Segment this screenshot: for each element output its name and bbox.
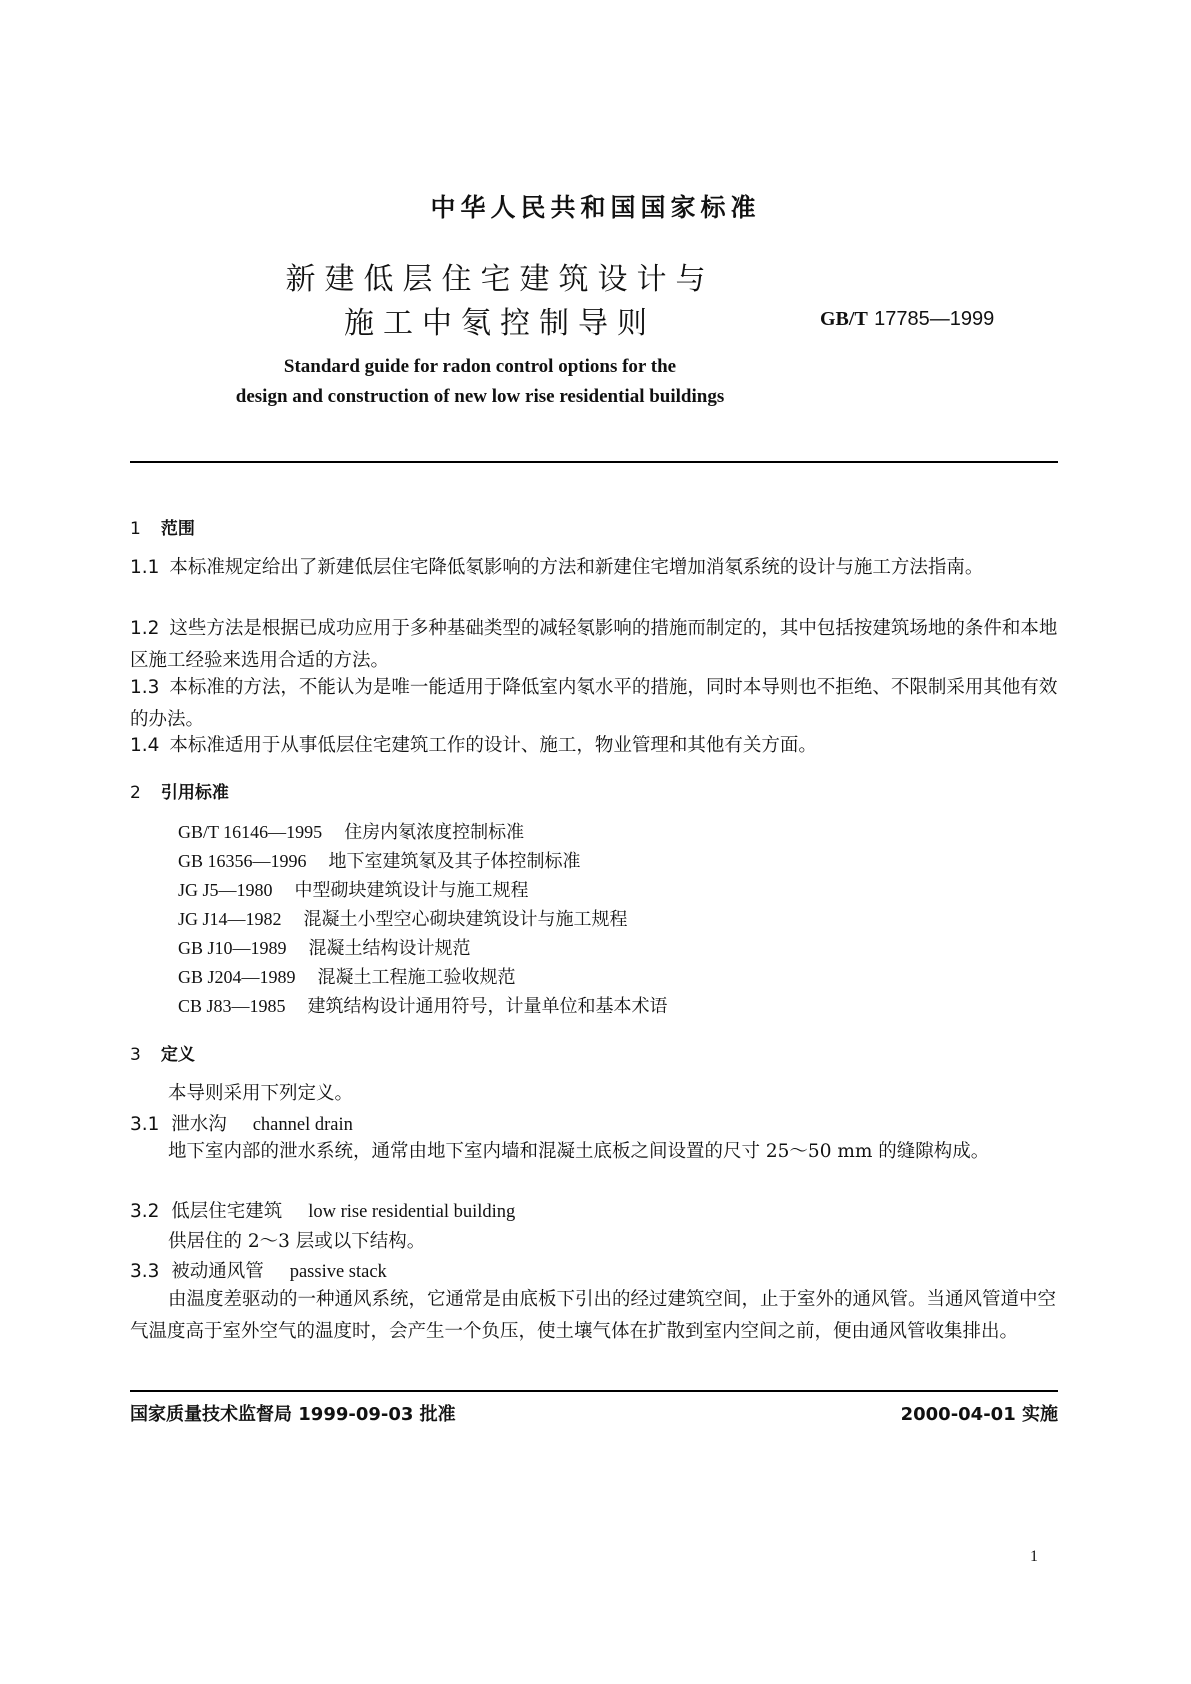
reference-code: JG J14—1982: [178, 909, 282, 929]
standard-prefix: GB/T: [820, 308, 868, 330]
section-title: 定义: [160, 1045, 195, 1065]
section-title: 引用标准: [160, 783, 229, 803]
reference-title: 混凝土工程施工验收规范: [317, 967, 516, 988]
standard-number: [820, 306, 994, 331]
term-cn: 被动通风管: [171, 1261, 264, 1282]
definition-3-2-text: 供居住的 2～3 层或以下结构。: [168, 1231, 426, 1252]
section-title: 范围: [160, 519, 195, 539]
section-number: 2: [130, 783, 141, 803]
reference-title: 住房内氡浓度控制标准: [344, 822, 525, 843]
clause-1-1: [130, 552, 1058, 584]
clause-text: 本标准规定给出了新建低层住宅降低氡影响的方法和新建住宅增加消氡系统的设计与施工方法指南。: [169, 557, 984, 578]
clause-number: 1.1: [130, 557, 160, 578]
effective-date-line: 2000-04-01 实施: [900, 1404, 1058, 1425]
section-number: 1: [130, 519, 141, 539]
definition-3-1-term: [130, 1110, 353, 1136]
reference-item: [178, 905, 628, 931]
clause-number: 1.2: [130, 618, 160, 639]
clause-number: 1.3: [130, 677, 160, 698]
term-cn: 泄水沟: [171, 1114, 227, 1135]
reference-code: CB J83—1985: [178, 996, 286, 1016]
reference-code: GB J204—1989: [178, 967, 296, 987]
reference-code: GB 16356—1996: [178, 851, 307, 871]
document-title-line2: 施工中氡控制导则: [344, 306, 656, 341]
footer-divider: [130, 1390, 1058, 1392]
reference-item: [178, 876, 529, 902]
clause-1-4: [130, 730, 1058, 762]
reference-item: [178, 934, 471, 960]
reference-title: 混凝土小型空心砌块建筑设计与施工规程: [303, 909, 628, 930]
standard-code: 17785—1999: [874, 308, 995, 330]
definition-3-3-term: [130, 1257, 387, 1283]
national-standard-heading: 中华人民共和国国家标准: [430, 193, 761, 222]
section-heading-scope: [130, 514, 195, 539]
approval-line: 国家质量技术监督局 1999-09-03 批准: [130, 1404, 456, 1425]
english-title-line1: Standard guide for radon control options for the: [283, 356, 677, 377]
term-en: low rise residential building: [308, 1202, 516, 1222]
reference-code: GB/T 16146—1995: [178, 822, 323, 842]
header-divider: [130, 461, 1058, 463]
definition-3-1-text: 地下室内部的泄水系统，通常由地下室内墙和混凝土底板之间设置的尺寸 25～50 mm 的缝隙构成。: [168, 1141, 990, 1162]
clause-text: 本标准的方法，不能认为是唯一能适用于降低室内氡水平的措施，同时本导则也不拒绝、不限制采用其他有效的办法。: [130, 677, 1058, 730]
clause-1-3: [130, 672, 1058, 736]
clause-1-2: [130, 613, 1058, 677]
clause-number: 3.1: [130, 1114, 160, 1135]
section-heading-references: [130, 778, 229, 803]
definition-3-3-text: 由温度差驱动的一种通风系统，它通常是由底板下引出的经过建筑空间，止于室外的通风管。当通风管道中空气温度高于室外空气的温度时，会产生一个负压，使土壤气体在扩散到室内空间之前，便由通风管收集排出。: [130, 1289, 1057, 1342]
section-heading-definitions: [130, 1040, 195, 1065]
reference-title: 中型砌块建筑设计与施工规程: [294, 880, 529, 901]
reference-code: GB J10—1989: [178, 938, 287, 958]
term-en: channel drain: [252, 1115, 353, 1135]
document-title-line1: 新建低层住宅建筑设计与: [285, 262, 715, 297]
clause-number: 1.4: [130, 735, 160, 756]
term-cn: 低层住宅建筑: [171, 1201, 283, 1222]
reference-title: 混凝土结构设计规范: [308, 938, 471, 959]
definitions-intro: 本导则采用下列定义。: [168, 1083, 354, 1104]
english-title-line2: design and construction of new low rise residential buildings: [235, 386, 725, 407]
clause-number: 3.2: [130, 1201, 160, 1222]
reference-item: [178, 963, 516, 989]
reference-item: [178, 992, 668, 1018]
reference-item: [178, 818, 524, 844]
reference-item: [178, 847, 581, 873]
term-en: passive stack: [289, 1262, 387, 1282]
reference-code: JG J5—1980: [178, 880, 273, 900]
clause-number: 3.3: [130, 1261, 160, 1282]
section-number: 3: [130, 1045, 141, 1065]
clause-text: 这些方法是根据已成功应用于多种基础类型的减轻氡影响的措施而制定的，其中包括按建筑场地的条件和本地区施工经验来选用合适的方法。: [130, 618, 1058, 671]
reference-title: 建筑结构设计通用符号，计量单位和基本术语: [307, 996, 668, 1017]
page-number: 1: [1030, 1548, 1038, 1565]
clause-text: 本标准适用于从事低层住宅建筑工作的设计、施工，物业管理和其他有关方面。: [169, 735, 817, 756]
reference-title: 地下室建筑氡及其子体控制标准: [328, 851, 581, 872]
definition-3-2-term: [130, 1197, 515, 1223]
